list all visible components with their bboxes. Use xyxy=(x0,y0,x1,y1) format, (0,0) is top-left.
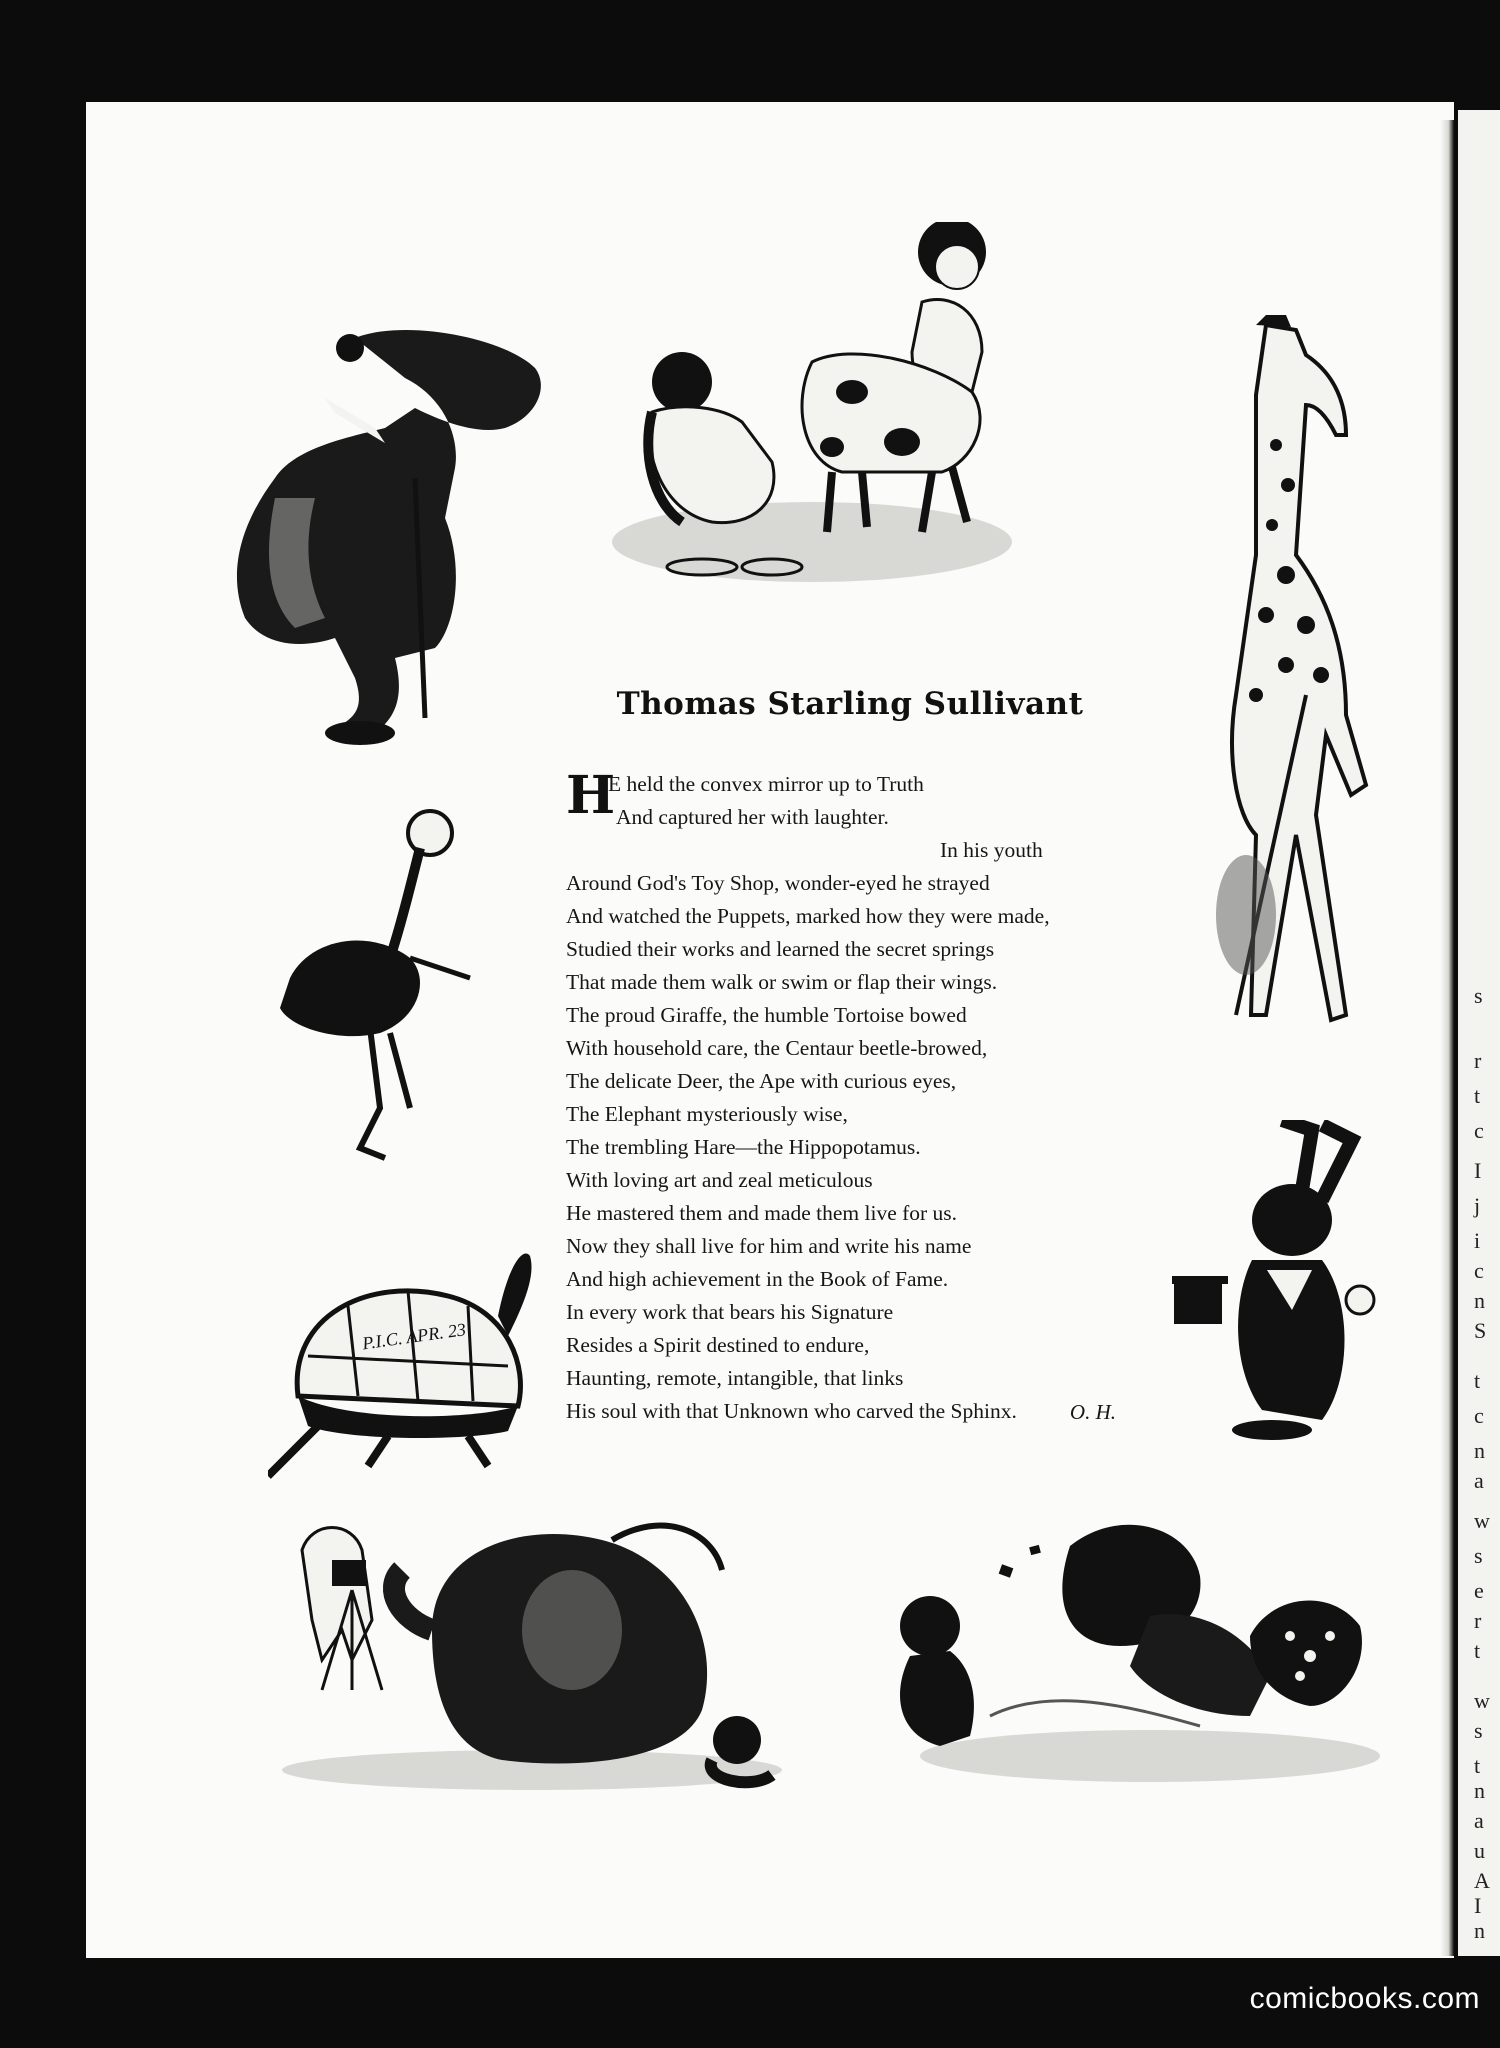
article-title: Thomas Starling Sullivant xyxy=(616,686,1084,722)
next-page-text-fragment: n xyxy=(1474,1288,1485,1313)
poem-line: In his youth xyxy=(940,838,1043,862)
next-page-text-fragment: r xyxy=(1474,1608,1482,1633)
poem-line: The delicate Deer, the Ape with curious eyes, xyxy=(566,1069,957,1093)
ostrich-illustration xyxy=(270,808,484,1194)
poem-line: That made them walk or swim or flap their wings. xyxy=(566,970,998,994)
next-page-text-fragment: w xyxy=(1474,1508,1490,1533)
next-page-text-fragment: c xyxy=(1474,1403,1484,1428)
next-page-text-fragment: S xyxy=(1474,1318,1487,1343)
watermark: comicbooks.com xyxy=(1249,1982,1480,2015)
next-page-text-fragment: j xyxy=(1474,1193,1481,1218)
next-page-text-fragment: r xyxy=(1474,1048,1482,1073)
poem-line: With household care, the Centaur beetle-browed, xyxy=(566,1036,988,1060)
next-page-edge xyxy=(1458,110,1500,1956)
next-page-text-fragment: s xyxy=(1474,1543,1483,1568)
next-page-text-fragment: e xyxy=(1474,1578,1484,1603)
next-page-text-fragment: w xyxy=(1474,1688,1490,1713)
poem-line: Now they shall live for him and write his name xyxy=(566,1234,972,1258)
poem-line: His soul with that Unknown who carved the Sphinx. xyxy=(566,1399,1017,1423)
poem-line: He mastered them and made them live for us. xyxy=(566,1201,958,1225)
poem-line: The Elephant mysteriously wise, xyxy=(566,1102,848,1126)
next-page-text-fragment: n xyxy=(1474,1778,1485,1803)
next-page-text-fragment: a xyxy=(1474,1808,1484,1833)
next-page-text-fragment: a xyxy=(1474,1468,1484,1493)
poem-line: And watched the Puppets, marked how they were made, xyxy=(566,904,1050,928)
giraffe-illustration xyxy=(1196,315,1380,1075)
next-page-text-fragment: A xyxy=(1474,1868,1490,1893)
next-page-text-fragment: n xyxy=(1474,1918,1485,1943)
poem-text xyxy=(566,765,1136,1428)
poem-line: With loving art and zeal meticulous xyxy=(566,1168,873,1192)
next-page-text-fragment: t xyxy=(1474,1753,1481,1778)
poem-line: And captured her with laughter. xyxy=(616,805,889,829)
elephant-and-ape-illustration xyxy=(282,1510,782,1792)
poem-line: Around God's Toy Shop, wonder-eyed he strayed xyxy=(566,871,990,895)
next-page-text-fragment: t xyxy=(1474,1083,1481,1108)
next-page-text-fragment: s xyxy=(1474,983,1483,1008)
centaur-and-ape-illustration xyxy=(612,222,1072,602)
next-page-text-fragment: i xyxy=(1474,1228,1481,1253)
poem-line: And high achievement in the Book of Fame. xyxy=(566,1267,949,1291)
poem-line: Studied their works and learned the secret springs xyxy=(566,937,995,961)
poem-line: Resides a Spirit destined to endure, xyxy=(566,1333,870,1357)
poem-line: E held the convex mirror up to Truth xyxy=(608,772,924,796)
poem-signature: O. H. xyxy=(1069,1400,1116,1424)
next-page-text-fragment: I xyxy=(1474,1893,1482,1918)
next-page-text-fragment: u xyxy=(1474,1838,1485,1863)
tortoise-shell-text: P.I.C. APR. 23 xyxy=(361,1319,468,1354)
next-page-text-fragment: s xyxy=(1474,1718,1483,1743)
next-page-text-fragment: I xyxy=(1474,1158,1482,1183)
next-page-text-fragment: n xyxy=(1474,1438,1485,1463)
hare-illustration xyxy=(1172,1120,1382,1444)
next-page-text-fragment: t xyxy=(1474,1368,1481,1393)
page-gutter xyxy=(1440,120,1454,1956)
poem-line: The trembling Hare—the Hippopotamus. xyxy=(566,1135,921,1159)
poem-line: The proud Giraffe, the humble Tortoise bowed xyxy=(566,1003,967,1027)
poem-line: In every work that bears his Signature xyxy=(566,1300,894,1324)
next-page-text-fragment: t xyxy=(1474,1638,1481,1663)
tortoise-illustration xyxy=(268,1246,536,1480)
poem-line: Haunting, remote, intangible, that links xyxy=(566,1366,904,1390)
next-page-text-fragment: c xyxy=(1474,1258,1484,1283)
lion-and-animals-illustration xyxy=(870,1486,1384,1792)
hippopotamus-illustration xyxy=(205,318,565,748)
next-page-text-fragment: c xyxy=(1474,1118,1484,1143)
drop-cap: H xyxy=(566,765,616,826)
